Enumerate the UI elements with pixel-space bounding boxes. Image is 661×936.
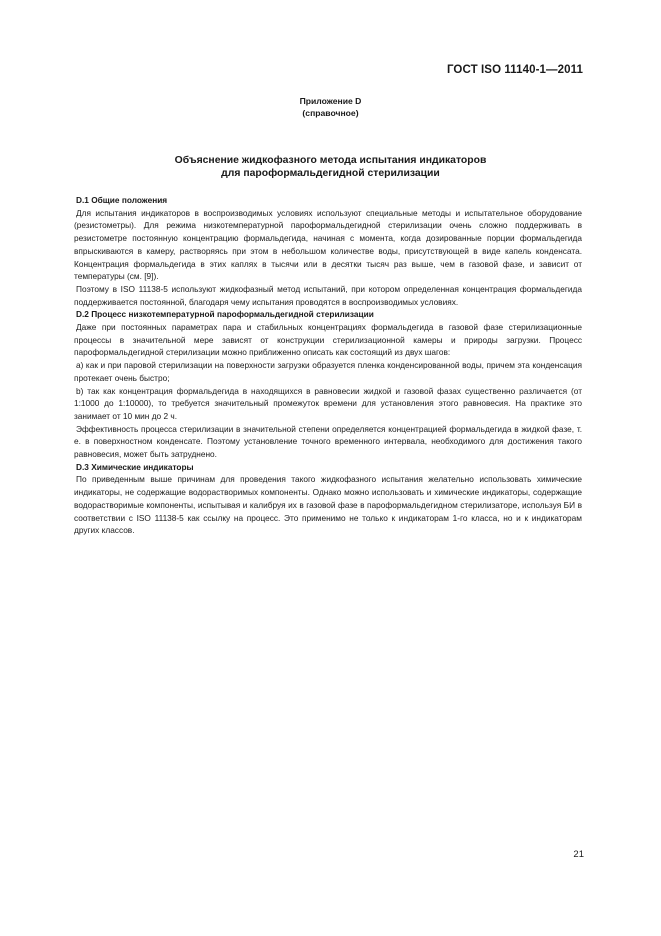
title-line-2: для пароформальдегидной стерилизации — [221, 168, 440, 179]
appendix-heading — [0, 95, 661, 119]
list-item-a: a) как и при паровой стерилизации на поверхности загрузки образуется пленка конденсированной воды, причем эта конденсация протекает очень быстро; — [74, 360, 582, 383]
section-heading-d3: D.3 Химические индикаторы — [76, 461, 194, 472]
paragraph: Для испытания индикаторов в воспроизводимых условиях используют специальные методы и испытательное оборудование (резистометры). Для режима низкотемпературной пароформальдегидной стерилизации очень сложно поддерживать в резистометре постоянную концентрацию формальдегида, начиная с момента, когда дозированные порции формальдегида впрыскиваются в камеру, растворяясь при этом в небольшом количестве воды, присутствующей в виде капель конденсата. Концентрация формальдегида в этих каплях в тысячи или в десятки тысяч раз выше, чем в газовой фазе, и зависит от температуры (см. [9]). — [74, 207, 582, 282]
paragraph: Эффективность процесса стерилизации в значительной степени определяется концентрацией формальдегида в жидкой фазе, т. е. в поверхностном конденсате. Поэтому установление точного временного интервала, необходимого для достижения такого равновесия, может быть затруднено. — [74, 423, 582, 460]
section-heading-d2: D.2 Процесс низкотемпературной пароформальдегидной стерилизации — [76, 309, 374, 320]
page-number: 21 — [573, 849, 584, 860]
paragraph: Поэтому в ISO 11138-5 используют жидкофазный метод испытаний, при котором определенная концентрация формальдегида поддерживается постоянной, благодаря чему испытания проводятся в воспроизводимых условиях. — [74, 283, 582, 307]
paragraph: Даже при постоянных параметрах пара и стабильных концентрациях формальдегида в газовой фазе стерилизационные процессы в значительной мере зависят от конструкции стерилизационной камеры и природы загрузки. Процесс пароформальдегидной стерилизации можно приближенно описать как состоящий из двух шагов: — [74, 322, 582, 358]
standard-code: ГОСТ ISO 11140-1—2011 — [446, 64, 583, 76]
list-item-b: b) так как концентрация формальдегида в находящихся в равновесии жидкой и газовой фазах существенно различается (от 1:1000 до 1:10000), то требуется значительный промежуток времени для установления этого равновесия. На практике это занимает от 10 мин до 2 ч. — [74, 385, 582, 421]
title-line-1: Объяснение жидкофазного метода испытания индикаторов — [174, 155, 487, 166]
page-title — [0, 154, 661, 180]
section-heading-d1: D.1 Общие положения — [76, 195, 168, 205]
appendix-note: (справочное) — [302, 108, 359, 118]
document-body — [74, 194, 582, 537]
paragraph: По приведенным выше причинам для проведения такого жидкофазного испытания желательно использовать химические индикаторы, не содержащие водорастворимых компоненты. Однако можно использовать и химические индикаторы, содержащие водорастворимые компоненты, испытывая и калибруя их в газовой фазе в пароформальдегидном стерилизаторе, используя БИ в соответствии с ISO 11138-5 как ссылку на процесс. Это применимо не только к индикаторам 1-го класса, но и к индикаторам других классов. — [74, 474, 582, 536]
appendix-label: Приложение D — [299, 96, 362, 106]
